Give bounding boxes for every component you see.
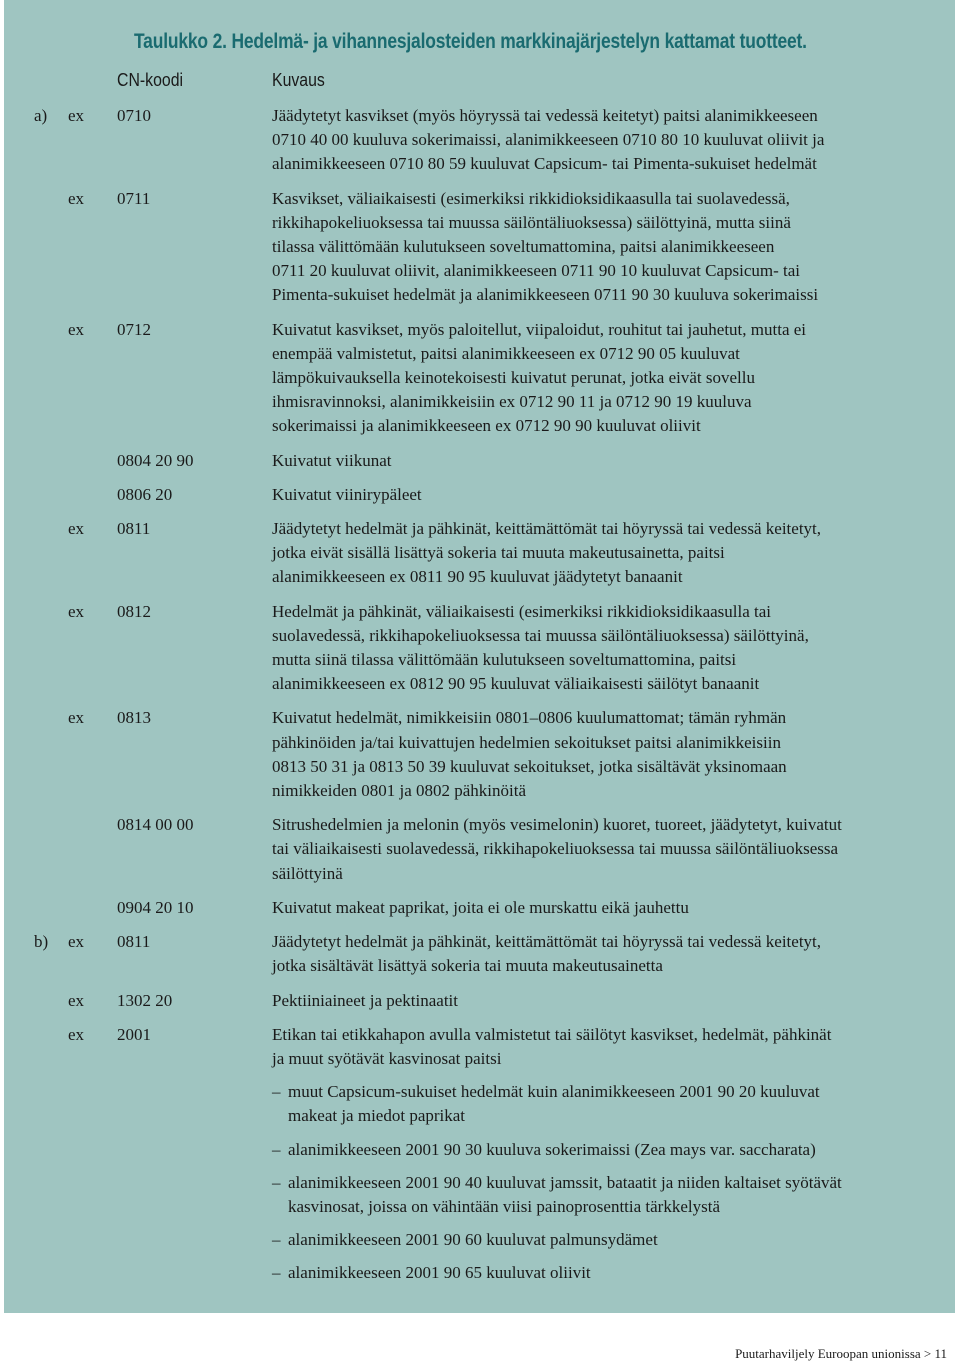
section-marker [0,187,68,308]
exception-line: alanimikkeeseen 2001 90 65 kuuluvat oliivit [288,1263,591,1283]
exception-text [288,1138,938,1162]
cn-code: 1302 20 [117,990,173,1010]
ex-marker: ex [68,1024,85,1044]
description-line: Kuivatut kasvikset, myös paloitellut, viipaloidut, rouhitut tai jauhetut, mutta ei [272,319,807,339]
description-line: Etikan tai etikkahapon avulla valmistetut tai säilötyt kasvikset, hedelmät, pähkinät [272,1024,832,1044]
exception-text [288,1171,938,1219]
description-line: Hedelmät ja pähkinät, väliaikaisesti (esimerkiksi rikkidioksidikaasulla tai [272,601,772,621]
table-row [0,896,960,920]
table-body [0,104,960,1286]
description-line: 0813 50 31 ja 0813 50 39 kuuluvat sekoitukset, jotka sisältävät yksinomaan [272,756,787,776]
description-line: Pimenta-sukuiset hedelmät ja alanimikkeeseen 0711 90 30 kuuluva sokerimaissi [272,285,819,305]
ex-marker: ex [68,188,85,208]
section-marker: a) [34,106,48,125]
ex-marker: ex [68,601,85,621]
description-line: Jäädytetyt kasvikset (myös höyryssä tai vedessä keitetyt) paitsi alanimikkeeseen [272,106,818,125]
description-line: enempää valmistetut, paitsi alanimikkeeseen ex 0712 90 05 kuuluvat [272,343,740,363]
table-row [0,600,960,697]
cn-code: 2001 [117,1024,151,1044]
description-line: tilassa välittömään kulutukseen soveltumattomina, paitsi alanimikkeeseen [272,237,775,257]
description-line: Sitrushedelmien ja melonin (myös vesimelonin) kuoret, tuoreet, jäädytetyt, kuivatut [272,815,842,835]
description [272,449,952,473]
table-row [0,483,960,507]
exception-item [272,1171,952,1219]
section-marker [0,989,68,1013]
description [272,483,952,507]
section-marker [0,483,68,507]
table-row [0,706,960,803]
dash-bullet: – [272,1139,281,1159]
description [272,896,952,920]
exception-line: alanimikkeeseen 2001 90 30 kuuluva sokerimaissi (Zea mays var. saccharata) [288,1139,816,1159]
section-marker [0,517,68,590]
description-line: pähkinöiden ja/tai kuivattujen hedelmien sekoitukset paitsi alanimikkeisiin [272,732,781,752]
cn-code: 0806 20 [117,484,173,504]
table-row [0,930,960,978]
exception-line: muut Capsicum-sukuiset hedelmät kuin alanimikkeeseen 2001 90 20 kuuluvat [288,1082,820,1102]
description-line: 0710 40 00 kuuluva sokerimaissi, alanimikkeeseen 0710 80 10 kuuluvat oliivit ja [272,130,825,150]
description-line: jotka eivät sisällä lisättyä sokeria tai muuta makeutusainetta, paitsi [272,543,725,563]
exception-line: kasvinosat, joissa on vähintään viisi painoprosenttia tärkkelystä [288,1196,720,1216]
description-line: mutta siinä tilassa välittömään kulutukseen soveltumattomina, paitsi [272,650,737,670]
description-line: lämpökuivauksella keinotekoisesti kuivatut perunat, jotka eivät sovellu [272,368,755,388]
exception-line: alanimikkeeseen 2001 90 40 kuuluvat jamssit, bataatit ja niiden kaltaiset syötävät [288,1172,842,1192]
description-line: Pektiiniaineet ja pektinaatit [272,990,458,1010]
ex-marker: ex [68,708,85,728]
ex-marker: ex [68,319,85,339]
cn-code: 0811 [117,932,151,952]
description-line: suolavedessä, rikkihapokeliuoksessa tai muussa säilöntäliuoksessa) säilöttyinä, [272,625,809,645]
section-marker [0,706,68,803]
cn-code: 0813 [117,708,151,728]
description-line: nimikkeiden 0801 ja 0802 pähkinöitä [272,781,527,801]
description [272,104,952,177]
exception-text [288,1228,938,1252]
description [272,600,952,697]
exception-text [288,1080,938,1128]
description-line: Kuivatut viinirypäleet [272,484,422,504]
cn-code: 0814 00 00 [117,815,194,835]
description-line: Kuivatut makeat paprikat, joita ei ole murskattu eikä jauhettu [272,897,689,917]
table-row [0,449,960,473]
description [272,517,952,590]
description-line: Jäädytetyt hedelmät ja pähkinät, keittämättömät tai höyryssä tai vedessä keitetyt, [272,932,822,952]
ex-marker [68,896,117,920]
description-line: 0711 20 kuuluvat oliivit, alanimikkeeseen 0711 90 10 kuuluvat Capsicum- tai [272,261,801,281]
description-line: alanimikkeeseen 0710 80 59 kuuluvat Capsicum- tai Pimenta-sukuiset hedelmät [272,154,817,174]
table-row [0,104,960,177]
description [272,989,952,1013]
ex-marker: ex [68,932,85,952]
ex-marker: ex [68,519,85,539]
section-marker [0,1023,68,1286]
description-line: Jäädytetyt hedelmät ja pähkinät, keittämättömät tai höyryssä tai vedessä keitetyt, [272,519,822,539]
section-marker [0,318,68,439]
ex-marker: ex [68,990,85,1010]
ex-marker [68,483,117,507]
ex-marker [68,449,117,473]
exception-item [272,1228,952,1252]
table-row [0,318,960,439]
description [272,187,952,308]
cn-code: 0711 [117,188,151,208]
section-marker [0,600,68,697]
description-line: rikkihapokeliuoksessa tai muussa säilöntäliuoksessa) säilöttyinä, mutta siinä [272,212,791,232]
section-marker [0,813,68,886]
table-row [0,187,960,308]
dash-bullet: – [272,1172,281,1192]
description [272,318,952,439]
cn-code: 0712 [117,319,151,339]
dash-bullet: – [272,1082,281,1102]
description [272,706,952,803]
description-line: Kuivatut viikunat [272,450,392,470]
description [272,813,952,886]
dash-bullet: – [272,1230,281,1250]
header-cn-code: CN-koodi [117,70,184,90]
description-line: ihmisravinnoksi, alanimikkeisiin ex 0712 90 11 ja 0712 90 19 kuuluva [272,392,752,412]
cn-code: 0812 [117,601,151,621]
description-line: jotka sisältävät lisättyä sokeria tai muuta makeutusainetta [272,956,663,976]
exception-item [272,1261,952,1285]
table-row [0,989,960,1013]
table-row [0,517,960,590]
page-footer: Puutarhaviljely Euroopan unionissa > 11 [735,1346,947,1361]
description-line: alanimikkeeseen ex 0812 90 95 kuuluvat väliaikaisesti säilötyt banaanit [272,674,760,694]
cn-code: 0804 20 90 [117,450,194,470]
description-line: alanimikkeeseen ex 0811 90 95 kuuluvat jäädytetyt banaanit [272,567,683,587]
table-row [0,813,960,886]
section-marker: b) [34,932,49,952]
exception-item [272,1080,952,1128]
header-description: Kuvaus [272,70,325,90]
description-line: Kuivatut hedelmät, nimikkeisiin 0801–0806 kuulumattomat; tämän ryhmän [272,708,787,728]
cn-code: 0904 20 10 [117,897,194,917]
description-line: ja muut syötävät kasvinosat paitsi [272,1048,502,1068]
section-marker [0,449,68,473]
section-marker [0,896,68,920]
description [272,930,952,978]
dash-bullet: – [272,1263,281,1283]
description-line: säilöttyinä [272,863,343,883]
cn-code: 0710 [117,106,151,125]
description-line: Kasvikset, väliaikaisesti (esimerkiksi rikkidioksidikaasulla tai suolavedessä, [272,188,790,208]
exception-line: alanimikkeeseen 2001 90 60 kuuluvat palmunsydämet [288,1230,658,1250]
exception-item [272,1138,952,1162]
description-line: sokerimaissi ja alanimikkeeseen ex 0712 90 90 kuuluvat oliivit [272,416,701,436]
table-row [0,1023,960,1286]
exception-line: makeat ja miedot paprikat [288,1106,466,1126]
cn-code: 0811 [117,519,151,539]
exception-text [288,1261,938,1285]
ex-marker [68,813,117,886]
ex-marker: ex [68,106,85,125]
description-line: tai väliaikaisesti suolavedessä, rikkihapokeliuoksessa tai muussa säilöntäliuoksessa [272,839,839,859]
table-title: Taulukko 2. Hedelmä- ja vihannesjalosteiden markkinajärjestelyn kattamat tuotteet. [134,30,807,53]
description [272,1023,952,1286]
